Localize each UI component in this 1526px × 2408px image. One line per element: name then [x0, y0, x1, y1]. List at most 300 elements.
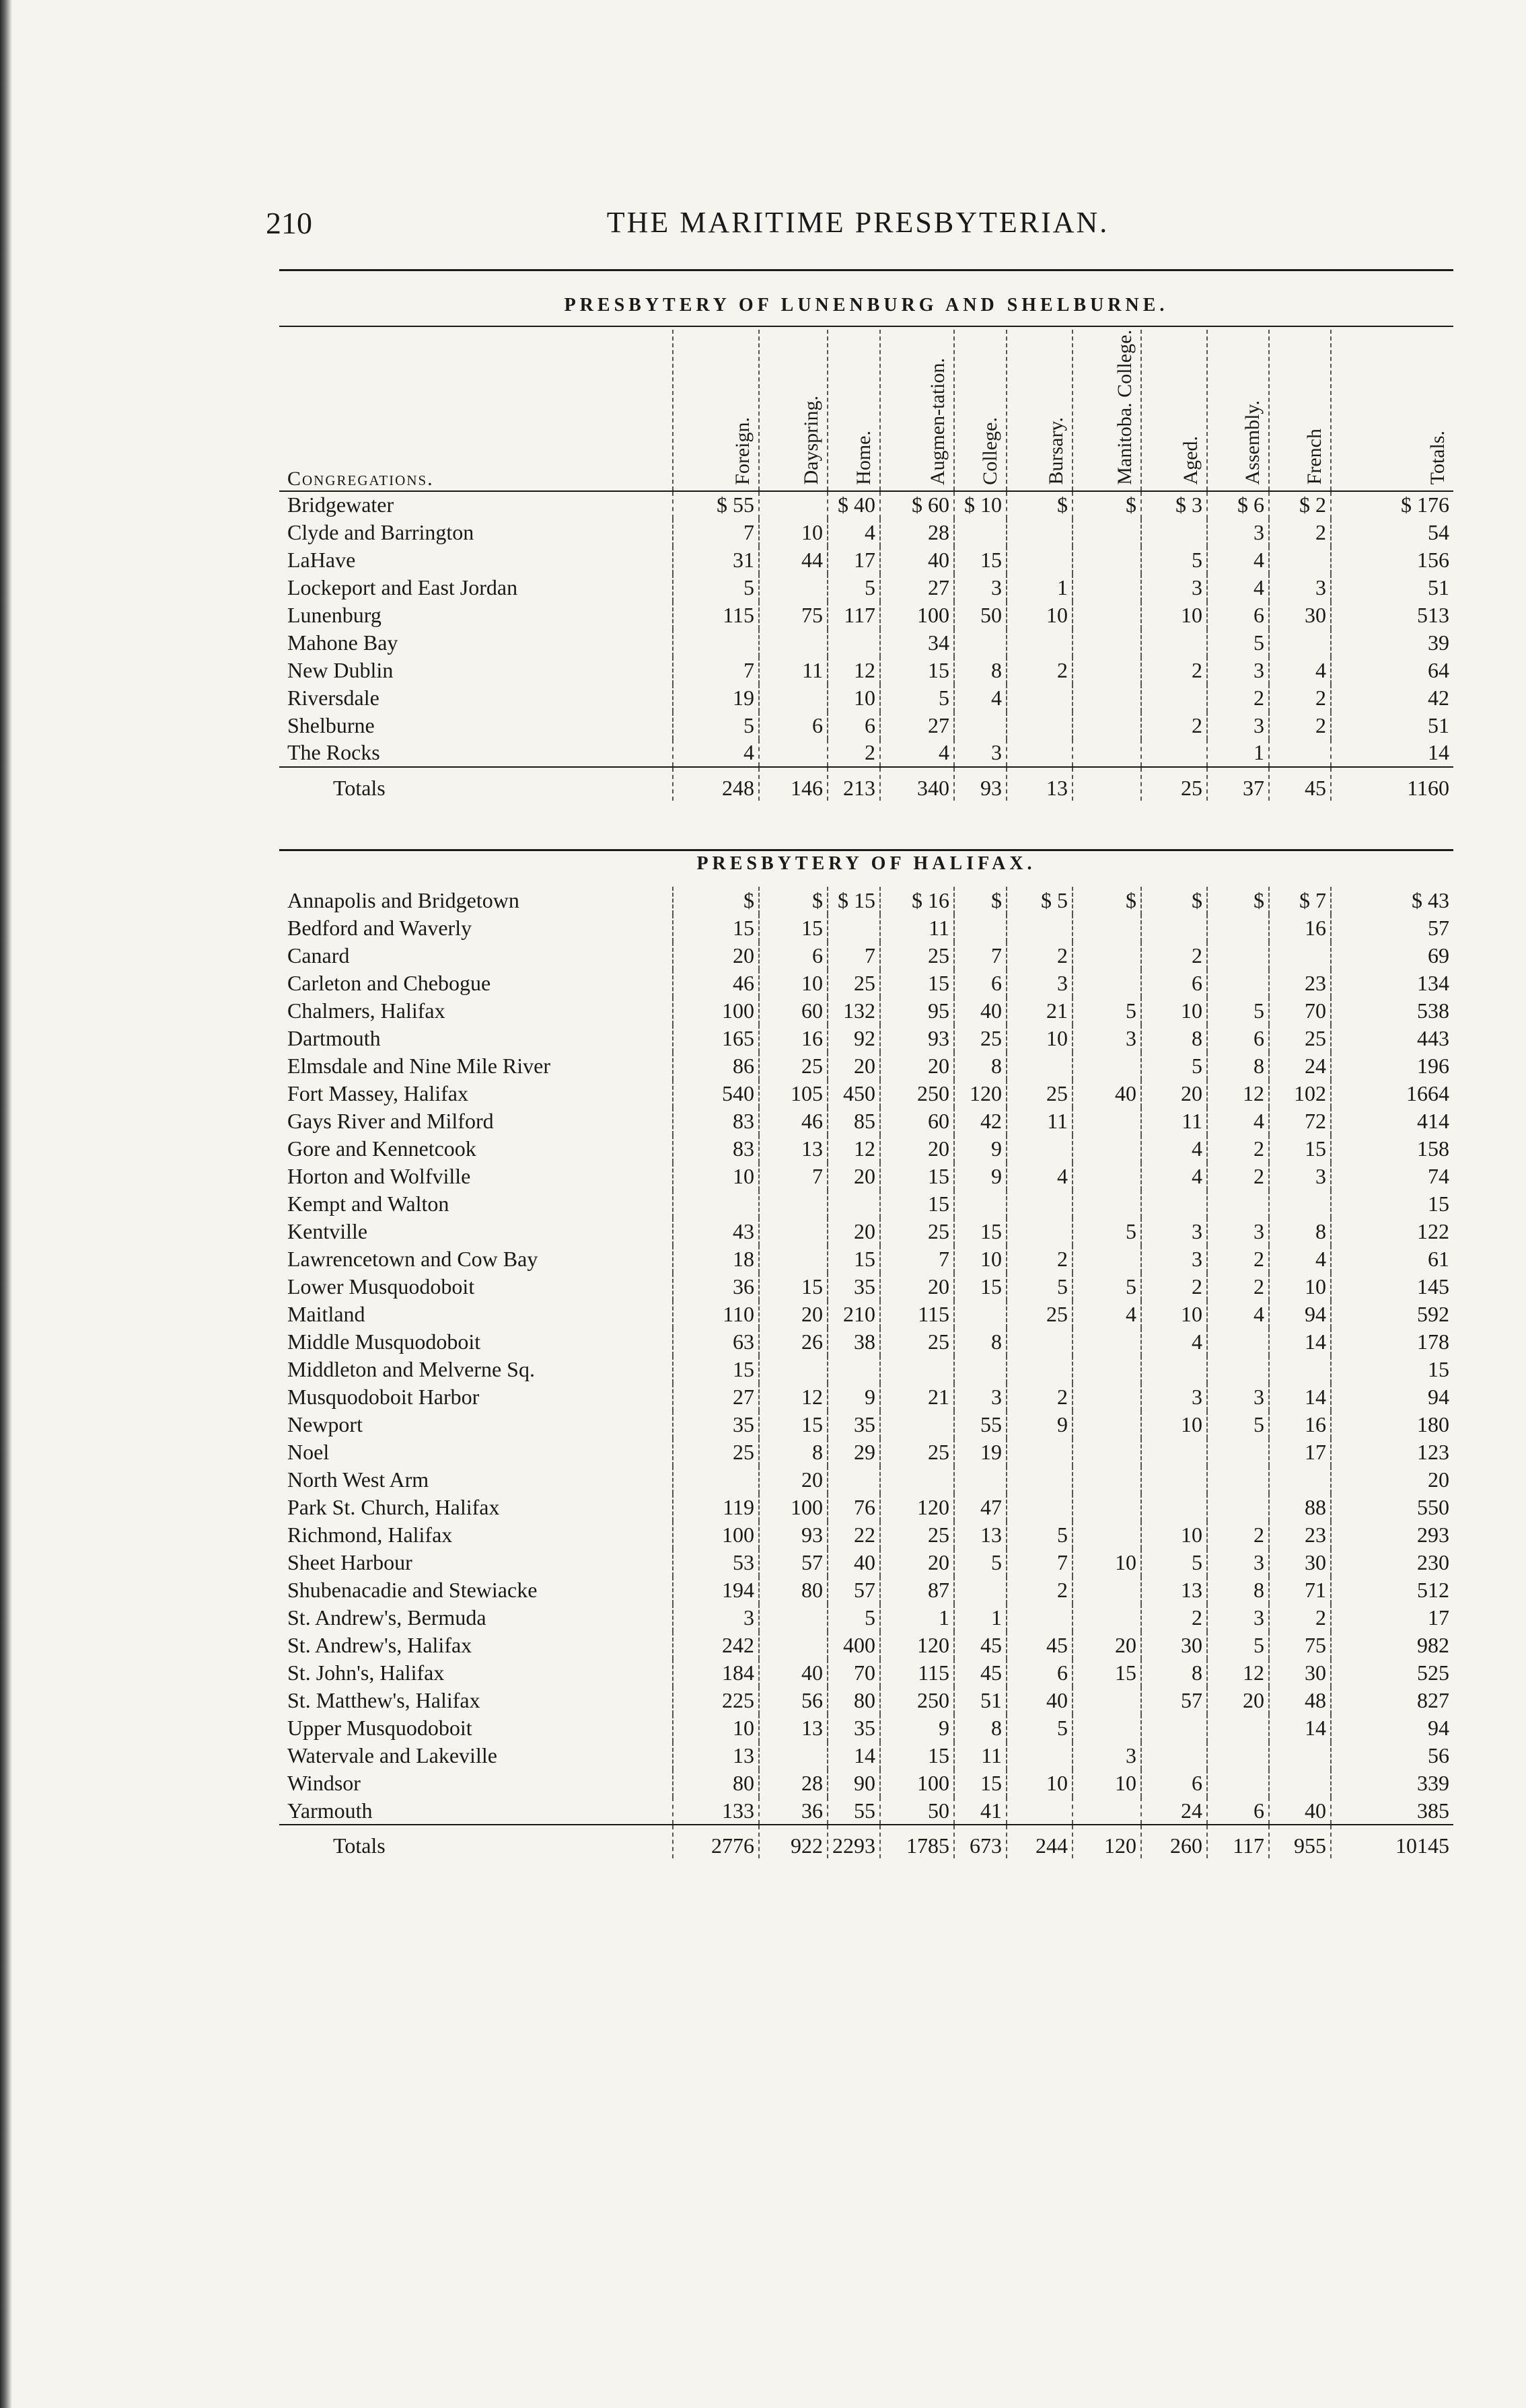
amount-cell [1073, 970, 1141, 997]
amount-cell [1007, 914, 1073, 942]
amount-cell: $ 16 [880, 887, 954, 914]
amount-cell: 1664 [1331, 1080, 1453, 1107]
amount-cell: 30 [1141, 1632, 1207, 1659]
amount-cell: 2 [1141, 1604, 1207, 1632]
amount-cell: 76 [828, 1494, 880, 1521]
amount-cell: 41 [954, 1797, 1007, 1825]
amount-cell: $ 60 [880, 491, 954, 519]
totals-label: Totals [279, 767, 673, 801]
amount-cell: 10 [1141, 997, 1207, 1025]
amount-cell [1073, 1356, 1141, 1383]
amount-cell: 178 [1331, 1328, 1453, 1356]
congregation-name: Riversdale [287, 685, 379, 710]
amount-cell [1141, 1494, 1207, 1521]
amount-cell: 12 [828, 1135, 880, 1163]
amount-cell: 10 [1141, 1521, 1207, 1549]
amount-cell: 8 [954, 1714, 1007, 1742]
amount-cell [673, 629, 759, 657]
congregation-name: Musquodoboit Harbor [287, 1385, 480, 1409]
amount-cell: 40 [828, 1549, 880, 1576]
amount-cell [1073, 1494, 1141, 1521]
congregation-name: Newport [287, 1412, 363, 1436]
amount-cell: 5 [828, 1604, 880, 1632]
amount-cell: 22 [828, 1521, 880, 1549]
amount-cell: 6 [1207, 1025, 1269, 1052]
amount-cell [1207, 1742, 1269, 1769]
congregation-name: Clyde and Barrington [287, 519, 474, 544]
amount-cell: 5 [1207, 1411, 1269, 1438]
amount-cell [1073, 1383, 1141, 1411]
total-cell: 13 [1007, 767, 1073, 801]
amount-cell: 194 [673, 1576, 759, 1604]
amount-cell: 158 [1331, 1135, 1453, 1163]
amount-cell: $ 40 [828, 491, 880, 519]
congregation-name: Yarmouth [287, 1798, 373, 1823]
amount-cell: 2 [1007, 1383, 1073, 1411]
amount-cell: 15 [759, 1273, 828, 1301]
amount-cell: 10 [1269, 1273, 1331, 1301]
amount-cell: 400 [828, 1632, 880, 1659]
amount-cell: 20 [880, 1549, 954, 1576]
amount-cell: 15 [880, 970, 954, 997]
amount-cell [1073, 739, 1141, 767]
amount-cell: 25 [880, 1521, 954, 1549]
amount-cell: 26 [759, 1328, 828, 1356]
table-row [279, 1632, 1453, 1659]
table-row [279, 519, 1453, 546]
table-row [279, 1549, 1453, 1576]
column-header-row [279, 330, 1453, 491]
table-row [279, 1218, 1453, 1245]
amount-cell: 540 [673, 1080, 759, 1107]
amount-cell: 5 [1141, 1052, 1207, 1080]
amount-cell: 7 [759, 1163, 828, 1190]
amount-cell: 10 [759, 970, 828, 997]
amount-cell [1207, 1356, 1269, 1383]
amount-cell: 15 [1269, 1135, 1331, 1163]
column-header: College. [954, 330, 1007, 491]
amount-cell: 35 [828, 1411, 880, 1438]
amount-cell: 100 [880, 601, 954, 629]
amount-cell: 57 [759, 1549, 828, 1576]
amount-cell: 4 [1207, 574, 1269, 601]
amount-cell: 25 [1007, 1080, 1073, 1107]
amount-cell: 39 [1331, 629, 1453, 657]
amount-cell: 4 [1141, 1135, 1207, 1163]
congregation-name: St. John's, Halifax [287, 1661, 445, 1685]
header-rule [279, 269, 1453, 271]
amount-cell: 57 [1141, 1687, 1207, 1714]
amount-cell [1269, 739, 1331, 767]
amount-cell: 5 [954, 1549, 1007, 1576]
amount-cell [1007, 684, 1073, 712]
amount-cell: 25 [759, 1052, 828, 1080]
amount-cell [759, 1742, 828, 1769]
amount-cell: 20 [759, 1466, 828, 1494]
amount-cell: 827 [1331, 1687, 1453, 1714]
amount-cell [1073, 1163, 1141, 1190]
section-title-lunenburg: PRESBYTERY OF LUNENBURG AND SHELBURNE. [564, 295, 1169, 316]
amount-cell: 20 [828, 1052, 880, 1080]
amount-cell: 43 [673, 1218, 759, 1245]
book-spine-shadow [0, 0, 12, 2408]
amount-cell [1007, 1218, 1073, 1245]
congregation-name: Kentville [287, 1219, 368, 1243]
amount-cell [1007, 629, 1073, 657]
amount-cell: 2 [1207, 684, 1269, 712]
amount-cell: 3 [1073, 1025, 1141, 1052]
amount-cell: 70 [828, 1659, 880, 1687]
amount-cell: 83 [673, 1107, 759, 1135]
amount-cell: 25 [828, 970, 880, 997]
amount-cell: 87 [880, 1576, 954, 1604]
amount-cell: 95 [880, 997, 954, 1025]
amount-cell: 86 [673, 1052, 759, 1080]
amount-cell: 8 [759, 1438, 828, 1466]
amount-cell: 12 [828, 657, 880, 684]
congregation-name: St. Matthew's, Halifax [287, 1688, 480, 1712]
amount-cell: 10 [1007, 1769, 1073, 1797]
amount-cell: 4 [828, 519, 880, 546]
amount-cell: 2 [1207, 1245, 1269, 1273]
amount-cell: 15 [954, 1273, 1007, 1301]
amount-cell: $ [1073, 491, 1141, 519]
total-cell: 340 [880, 767, 954, 801]
amount-cell: 117 [828, 601, 880, 629]
amount-cell [759, 629, 828, 657]
amount-cell [1007, 1190, 1073, 1218]
amount-cell: 50 [880, 1797, 954, 1825]
amount-cell: 45 [954, 1659, 1007, 1687]
amount-cell: 12 [1207, 1080, 1269, 1107]
total-cell: 213 [828, 767, 880, 801]
amount-cell [880, 1356, 954, 1383]
congregation-name: Watervale and Lakeville [287, 1743, 497, 1767]
amount-cell: 80 [673, 1769, 759, 1797]
amount-cell: 513 [1331, 601, 1453, 629]
amount-cell: 23 [1269, 970, 1331, 997]
congregation-name: Noel [287, 1440, 330, 1464]
amount-cell: 40 [880, 546, 954, 574]
amount-cell [1269, 1190, 1331, 1218]
amount-cell [1073, 1107, 1141, 1135]
amount-cell: 250 [880, 1080, 954, 1107]
amount-cell: 20 [828, 1218, 880, 1245]
amount-cell: 4 [880, 739, 954, 767]
amount-cell: 28 [880, 519, 954, 546]
amount-cell [759, 684, 828, 712]
congregations-header: Congregations. [279, 330, 673, 491]
amount-cell: 25 [1007, 1301, 1073, 1328]
amount-cell: 25 [880, 1218, 954, 1245]
amount-cell [1269, 1466, 1331, 1494]
amount-cell: 7 [673, 657, 759, 684]
totals-label: Totals [279, 1825, 673, 1858]
ledger-table-lunenburg [279, 330, 1453, 801]
amount-cell [880, 1466, 954, 1494]
amount-cell [1141, 1466, 1207, 1494]
total-cell: 1785 [880, 1825, 954, 1858]
amount-cell: 100 [673, 997, 759, 1025]
amount-cell: 10 [759, 519, 828, 546]
amount-cell [1007, 519, 1073, 546]
amount-cell: 40 [759, 1659, 828, 1687]
page-number: 210 [266, 206, 312, 240]
table-row [279, 1521, 1453, 1549]
amount-cell: 2 [1269, 519, 1331, 546]
amount-cell [1207, 970, 1269, 997]
amount-cell: 16 [759, 1025, 828, 1052]
amount-cell: 6 [1141, 970, 1207, 997]
table-row [279, 1438, 1453, 1466]
amount-cell [1073, 942, 1141, 970]
amount-cell: 13 [673, 1742, 759, 1769]
amount-cell [1073, 1190, 1141, 1218]
amount-cell [759, 1245, 828, 1273]
amount-cell: 443 [1331, 1025, 1453, 1052]
congregation-name: Lower Musquodoboit [287, 1274, 475, 1299]
amount-cell: 145 [1331, 1273, 1453, 1301]
amount-cell: 2 [1141, 942, 1207, 970]
amount-cell: 8 [954, 1328, 1007, 1356]
amount-cell: 64 [1331, 657, 1453, 684]
congregation-name: Park St. Church, Halifax [287, 1495, 500, 1519]
amount-cell [1007, 1466, 1073, 1494]
amount-cell: 4 [1207, 546, 1269, 574]
table-row [279, 1494, 1453, 1521]
amount-cell [1073, 1438, 1141, 1466]
amount-cell: 5 [1141, 546, 1207, 574]
column-header: Foreign. [673, 330, 759, 491]
amount-cell: 13 [954, 1521, 1007, 1549]
amount-cell: 20 [1331, 1466, 1453, 1494]
amount-cell [759, 1604, 828, 1632]
amount-cell [954, 519, 1007, 546]
congregation-name: Shelburne [287, 713, 375, 737]
amount-cell: $ [1007, 491, 1073, 519]
amount-cell: 3 [1269, 574, 1331, 601]
amount-cell: 3 [1207, 1604, 1269, 1632]
table-row [279, 887, 1453, 914]
amount-cell: 94 [1331, 1714, 1453, 1742]
running-title: THE MARITIME PRESBYTERIAN. [606, 206, 1110, 239]
amount-cell: 60 [759, 997, 828, 1025]
amount-cell [954, 1576, 1007, 1604]
amount-cell: 93 [759, 1521, 828, 1549]
amount-cell: $ [1207, 887, 1269, 914]
amount-cell [1073, 657, 1141, 684]
amount-cell: 14 [1269, 1383, 1331, 1411]
total-cell: 2293 [828, 1825, 880, 1858]
table-row [279, 684, 1453, 712]
amount-cell: 6 [1007, 1659, 1073, 1687]
amount-cell: 3 [673, 1604, 759, 1632]
table-row [279, 1604, 1453, 1632]
congregation-name: Carleton and Chebogue [287, 971, 491, 995]
amount-cell: 35 [828, 1273, 880, 1301]
amount-cell: 15 [673, 1356, 759, 1383]
amount-cell: 100 [673, 1521, 759, 1549]
amount-cell: 72 [1269, 1107, 1331, 1135]
amount-cell [1007, 739, 1073, 767]
congregation-name: Shubenacadie and Stewiacke [287, 1578, 538, 1602]
amount-cell [1073, 574, 1141, 601]
congregation-name: Middleton and Melverne Sq. [287, 1357, 535, 1381]
amount-cell [1141, 914, 1207, 942]
amount-cell: 3 [954, 1383, 1007, 1411]
congregation-name: Bridgewater [287, 492, 394, 517]
amount-cell: 16 [1269, 1411, 1331, 1438]
amount-cell: 18 [673, 1245, 759, 1273]
amount-cell [1073, 629, 1141, 657]
table-row [279, 1714, 1453, 1742]
amount-cell: 2 [1207, 1135, 1269, 1163]
amount-cell [1141, 1714, 1207, 1742]
amount-cell: 1 [880, 1604, 954, 1632]
amount-cell [759, 1356, 828, 1383]
amount-cell: $ 5 [1007, 887, 1073, 914]
amount-cell: 36 [673, 1273, 759, 1301]
amount-cell: 3 [954, 574, 1007, 601]
amount-cell: 119 [673, 1494, 759, 1521]
amount-cell [1141, 1742, 1207, 1769]
amount-cell: 2 [1007, 942, 1073, 970]
amount-cell [1073, 1411, 1141, 1438]
amount-cell: 3 [1073, 1742, 1141, 1769]
amount-cell: 525 [1331, 1659, 1453, 1687]
total-cell: 244 [1007, 1825, 1073, 1858]
amount-cell: 4 [673, 739, 759, 767]
amount-cell: $ 15 [828, 887, 880, 914]
amount-cell: 7 [1007, 1549, 1073, 1576]
amount-cell: $ [673, 887, 759, 914]
amount-cell: 5 [1007, 1273, 1073, 1301]
congregation-name: St. Andrew's, Halifax [287, 1633, 472, 1657]
amount-cell: $ [1073, 887, 1141, 914]
amount-cell: 20 [759, 1301, 828, 1328]
amount-cell: 6 [759, 712, 828, 739]
column-header: Dayspring. [759, 330, 828, 491]
amount-cell: 6 [1141, 1769, 1207, 1797]
amount-cell: 12 [1207, 1659, 1269, 1687]
amount-cell [759, 491, 828, 519]
amount-cell: 293 [1331, 1521, 1453, 1549]
amount-cell: 4 [1007, 1163, 1073, 1190]
amount-cell: 4 [1073, 1301, 1141, 1328]
amount-cell: 7 [828, 942, 880, 970]
amount-cell [954, 629, 1007, 657]
amount-cell: 94 [1331, 1383, 1453, 1411]
amount-cell: 25 [954, 1025, 1007, 1052]
amount-cell [954, 1466, 1007, 1494]
table-row [279, 1328, 1453, 1356]
amount-cell [1207, 1466, 1269, 1494]
amount-cell: 9 [954, 1163, 1007, 1190]
total-cell: 260 [1141, 1825, 1207, 1858]
amount-cell: 7 [954, 942, 1007, 970]
amount-cell: 120 [954, 1080, 1007, 1107]
amount-cell: 120 [880, 1494, 954, 1521]
amount-cell: 15 [880, 1190, 954, 1218]
table-row [279, 970, 1453, 997]
amount-cell: 15 [759, 1411, 828, 1438]
amount-cell: 13 [759, 1135, 828, 1163]
amount-cell: 1 [1007, 574, 1073, 601]
amount-cell: 5 [828, 574, 880, 601]
amount-cell: 225 [673, 1687, 759, 1714]
table-row [279, 1769, 1453, 1797]
total-cell: 673 [954, 1825, 1007, 1858]
table-row [279, 491, 1453, 519]
amount-cell: 3 [1207, 1549, 1269, 1576]
amount-cell: 70 [1269, 997, 1331, 1025]
table-row [279, 1107, 1453, 1135]
congregation-name: The Rocks [287, 740, 380, 765]
congregation-name: Lawrencetown and Cow Bay [287, 1247, 538, 1271]
amount-cell: 21 [880, 1383, 954, 1411]
amount-cell: 102 [1269, 1080, 1331, 1107]
amount-cell: 242 [673, 1632, 759, 1659]
amount-cell: 10 [1141, 601, 1207, 629]
amount-cell: 24 [1269, 1052, 1331, 1080]
amount-cell: 230 [1331, 1549, 1453, 1576]
amount-cell [1269, 942, 1331, 970]
amount-cell: 10 [828, 684, 880, 712]
column-header: Aged. [1141, 330, 1207, 491]
amount-cell: 83 [673, 1135, 759, 1163]
amount-cell: 512 [1331, 1576, 1453, 1604]
amount-cell: 5 [1073, 1218, 1141, 1245]
amount-cell: 47 [954, 1494, 1007, 1521]
amount-cell: $ 176 [1331, 491, 1453, 519]
amount-cell: 3 [1141, 1383, 1207, 1411]
congregation-name: Lockeport and East Jordan [287, 575, 518, 599]
amount-cell [954, 1356, 1007, 1383]
amount-cell: 9 [828, 1383, 880, 1411]
amount-cell: 69 [1331, 942, 1453, 970]
amount-cell: 3 [1141, 574, 1207, 601]
amount-cell [1073, 1604, 1141, 1632]
amount-cell: 100 [759, 1494, 828, 1521]
amount-cell: 11 [954, 1742, 1007, 1769]
amount-cell: 100 [880, 1769, 954, 1797]
amount-cell: 4 [954, 684, 1007, 712]
amount-cell: 71 [1269, 1576, 1331, 1604]
amount-cell [1007, 1052, 1073, 1080]
amount-cell: 4 [1141, 1328, 1207, 1356]
amount-cell: 11 [1007, 1107, 1073, 1135]
section-rule [279, 326, 1453, 327]
amount-cell: 6 [1207, 1797, 1269, 1825]
total-cell: 10145 [1331, 1825, 1453, 1858]
amount-cell: 4 [1269, 657, 1331, 684]
amount-cell: 15 [673, 914, 759, 942]
amount-cell: 42 [1331, 684, 1453, 712]
table-row [279, 1411, 1453, 1438]
amount-cell [1073, 519, 1141, 546]
amount-cell [954, 914, 1007, 942]
amount-cell: 14 [1331, 739, 1453, 767]
amount-cell: 25 [1269, 1025, 1331, 1052]
amount-cell: 2 [1007, 1245, 1073, 1273]
amount-cell: 19 [673, 684, 759, 712]
congregation-name: Horton and Wolfville [287, 1164, 471, 1188]
congregation-name: Windsor [287, 1771, 361, 1795]
amount-cell: 15 [1073, 1659, 1141, 1687]
totals-row [279, 767, 1453, 801]
congregation-name: Kempt and Walton [287, 1192, 449, 1216]
table-row [279, 1025, 1453, 1052]
